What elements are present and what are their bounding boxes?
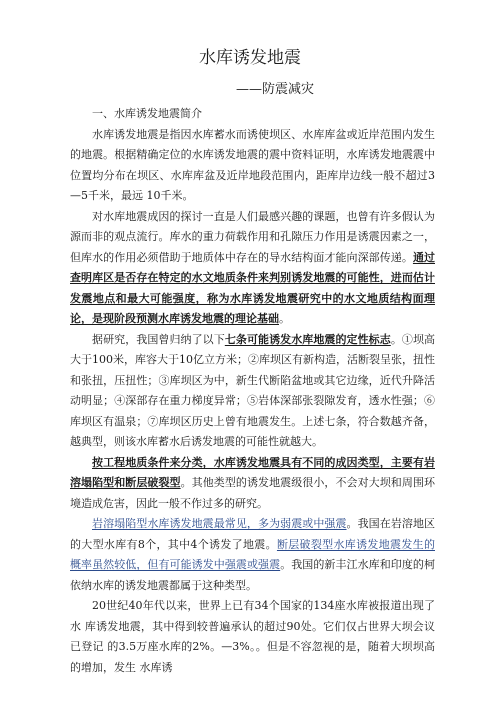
- paragraph-definition: 水库诱发地震是指因水库蓄水而诱使坝区、水库库盆或近岸范围内发生的地震。根据精确定位的水库诱发地震的震中资料证明，水库诱发地震震中位置均分布在坝区、水库库盆及近岸地段范围内，距库岸边线一般不超过3—5千米，最远 10千米。: [70, 127, 435, 202]
- paragraph-classification: [70, 453, 435, 515]
- bold-underlined-classification: 按工程地质条件来分类，水库诱发地震具有不同的成因类型，主要有岩溶塌陷型和断层破裂型: [70, 455, 435, 489]
- paragraph-causes-text: 对水库地震成因的探讨一直是人们最感兴趣的课题，也曾有许多假认为源而非的观点流行。库水的重力荷载作用和孔隙压力作用是诱震因素之一，但库水的作用必须借助于地质体中存在的导水结构面才能向深部传递。: [70, 209, 435, 264]
- paragraph-types-text-a: 。我国在岩溶地区的大型水库有8个，其中4个诱发了地震。: [70, 517, 436, 551]
- paragraph-types: [70, 514, 435, 596]
- document-body: [70, 104, 435, 678]
- paragraph-classification-text: 。其他类型的诱发地震级很小，不会对大坝和周围环境造成危害，因此一般不作过多的研究。: [70, 476, 435, 510]
- paragraph-seven-signs-text: 。①坝高大于100米，库容大于10亿立方米；②库坝区有新构造，活断裂呈张，扭性和张扭，压扭性；③库坝区为中，新生代断陷盆地或其它边缘，近代升降活动明显；④深部存在重力梯度异常；⑤岩体深部张裂隙发育，透水性强；⑥库坝区有温泉；⑦库坝区历史上曾有地震发生。上述七条，符合数越齐备，越典型，则该水库蓄水后诱发地震的可能性就越大。: [70, 332, 436, 448]
- document-subtitle: ——防震减灾: [236, 82, 315, 97]
- paragraph-statistics: 20世纪40年代以来，世界上已有34个国家的134座水库被报道出现了水 库诱发地震，其中得到较普遍承认的超过90处。它们仅占世界大坝会议已登记 的3.5万座水库的2%。—3%。。但是不容忽视的是，随着大坝坝高的增加，发生 水库诱: [70, 599, 435, 674]
- underlined-karst-type: 岩溶塌陷型水库诱发地震最常见，多为弱震或中强震: [92, 517, 347, 530]
- paragraph-types-text-b: 。我国的新丰江水库和印度的柯依纳水库的诱发地震都属于这种类型。: [70, 558, 435, 592]
- paragraph-causes: [70, 207, 435, 330]
- document-title: 水库诱发地震: [199, 48, 301, 68]
- bold-underlined-seven-signs: 七条可能诱发水库地震的定性标志: [224, 332, 391, 346]
- bold-underlined-theory: 通过查明库区是否存在特定的水文地质条件来判别诱发地震的可能性，进而估计发震地点和最大可能强度，称为水库诱发地震研究中的水文地质结构面理论，是现阶段预测水库诱发地震的理论基础: [70, 250, 435, 325]
- paragraph-seven-signs-lead: 据研究，我国曾归纳了以下: [92, 332, 225, 346]
- section-heading: 一、水库诱发地震简介: [92, 107, 202, 120]
- paragraph-seven-signs: [70, 330, 435, 453]
- paragraph-causes-end: 。: [279, 312, 290, 325]
- underlined-fault-type: 断层破裂型水库诱发地震发生的概率虽然较低，但有可能诱发中强震或强震: [70, 537, 435, 571]
